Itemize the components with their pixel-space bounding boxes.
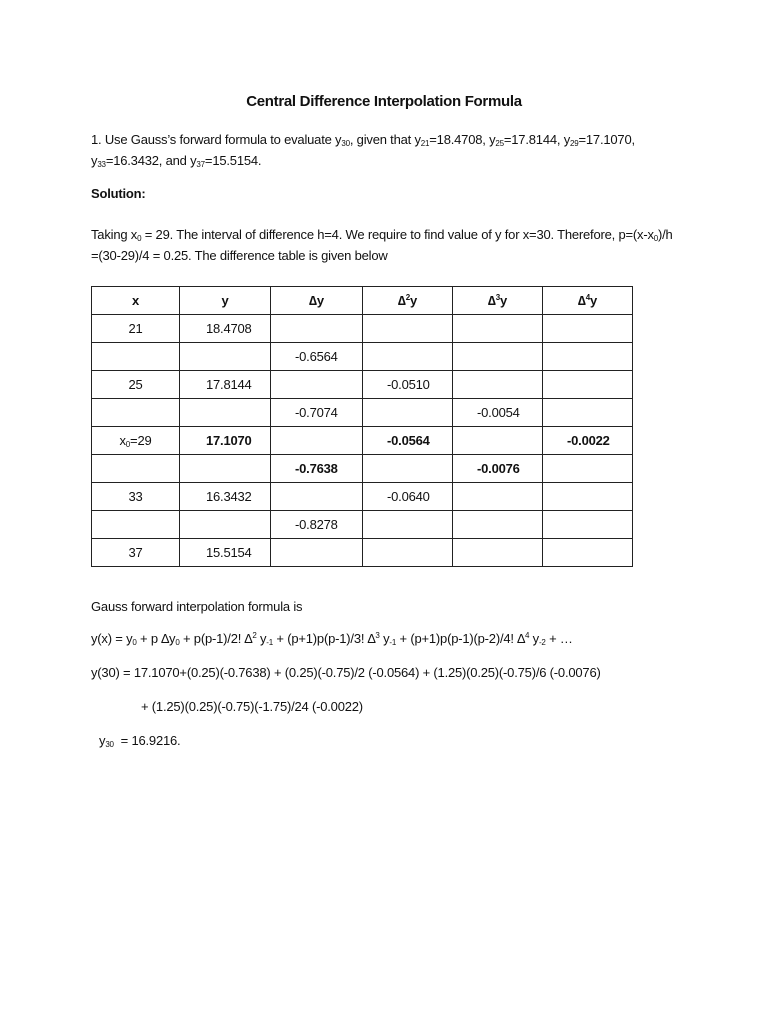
table-row bbox=[92, 399, 633, 427]
cell-d3 bbox=[453, 483, 543, 511]
cell-y bbox=[180, 343, 271, 371]
cell-x: 37 bbox=[92, 539, 180, 567]
cell-x: 33 bbox=[92, 483, 180, 511]
table-header-row bbox=[92, 287, 633, 315]
cell-x bbox=[92, 455, 180, 483]
cell-d2 bbox=[363, 539, 453, 567]
document-title: Central Difference Interpolation Formula bbox=[246, 93, 522, 110]
header-delta2-y: ∆$^2$y bbox=[363, 287, 453, 315]
cell-d4 bbox=[543, 399, 633, 427]
cell-y: 17.8144 bbox=[180, 371, 271, 399]
cell-d2: -0.0640 bbox=[363, 483, 453, 511]
calculation-line-1: y(30) = 17.1070+(0.25)(-0.7638) + (0.25)(-0.75)/2 (-0.0564) + (1.25)(0.25)(-0.75)/6 (-0.0076) bbox=[91, 665, 601, 680]
cell-y: 15.5154 bbox=[180, 539, 271, 567]
header-x: x bbox=[92, 287, 180, 315]
gauss-formula: $y(x) = y_0 + p$ $\Delta y_0 + p(p-1)/2$! ∆$^2$ $y_{-1} + (p+1)p(p-1)/3$! ∆$^3$ $y_{-1} + (p+1)p(p-1)(p-2)/4$! ∆$^4$ $y_{-2}$ + … bbox=[91, 631, 573, 647]
cell-x: 25 bbox=[92, 371, 180, 399]
solution-label: Solution: bbox=[91, 186, 146, 201]
problem-statement: 1. Use Gauss’s forward formula to evaluate $y_{30}$, given that $y_{21}=18.4708$, $y_{25}=17.8144$, $y_{29}=17.1070$, $y_{33}=16.3432$, and $y_{37}=15.5154$. bbox=[91, 132, 635, 169]
cell-x: $x_0=29$ bbox=[92, 427, 180, 455]
cell-d2 bbox=[363, 315, 453, 343]
solution-setup: Taking $x_0 = 29$. The interval of difference h=4. We require to find value of y for x=30. Therefore, $p=(x-x_0)/h$ =(30-29)/4 = 0.25. The difference table is given below bbox=[91, 227, 673, 263]
cell-d3: -0.0054 bbox=[453, 399, 543, 427]
difference-table bbox=[91, 286, 633, 567]
cell-d4: -0.0022 bbox=[543, 427, 633, 455]
cell-d1 bbox=[271, 427, 363, 455]
cell-y bbox=[180, 511, 271, 539]
cell-d4 bbox=[543, 511, 633, 539]
cell-d3: -0.0076 bbox=[453, 455, 543, 483]
cell-d4 bbox=[543, 455, 633, 483]
cell-d1 bbox=[271, 483, 363, 511]
table-row bbox=[92, 343, 633, 371]
cell-y: 18.4708 bbox=[180, 315, 271, 343]
cell-d2 bbox=[363, 399, 453, 427]
table-row bbox=[92, 511, 633, 539]
cell-d4 bbox=[543, 343, 633, 371]
cell-x bbox=[92, 343, 180, 371]
table-row bbox=[92, 427, 633, 455]
table-row bbox=[92, 315, 633, 343]
header-delta3-y: ∆$^3$y bbox=[453, 287, 543, 315]
cell-y: 16.3432 bbox=[180, 483, 271, 511]
cell-d4 bbox=[543, 371, 633, 399]
cell-d3 bbox=[453, 315, 543, 343]
table-row bbox=[92, 483, 633, 511]
cell-d3 bbox=[453, 427, 543, 455]
cell-d2 bbox=[363, 511, 453, 539]
cell-d2: -0.0510 bbox=[363, 371, 453, 399]
cell-x bbox=[92, 399, 180, 427]
cell-d3 bbox=[453, 371, 543, 399]
cell-d1 bbox=[271, 539, 363, 567]
cell-d1 bbox=[271, 315, 363, 343]
gauss-formula-label: Gauss forward interpolation formula is bbox=[91, 599, 303, 614]
final-result: $y_{30} = 16.9216$. bbox=[99, 733, 181, 749]
table-row bbox=[92, 539, 633, 567]
cell-d2 bbox=[363, 343, 453, 371]
cell-d1: -0.7074 bbox=[271, 399, 363, 427]
cell-d2: -0.0564 bbox=[363, 427, 453, 455]
table-row bbox=[92, 371, 633, 399]
table-row bbox=[92, 455, 633, 483]
cell-d1 bbox=[271, 371, 363, 399]
cell-y bbox=[180, 455, 271, 483]
cell-d1: -0.6564 bbox=[271, 343, 363, 371]
cell-d1: -0.7638 bbox=[271, 455, 363, 483]
cell-y bbox=[180, 399, 271, 427]
cell-d1: -0.8278 bbox=[271, 511, 363, 539]
cell-x bbox=[92, 511, 180, 539]
cell-x: 21 bbox=[92, 315, 180, 343]
calculation-line-2: + (1.25)(0.25)(-0.75)(-1.75)/24 (-0.0022) bbox=[141, 699, 363, 714]
cell-d3 bbox=[453, 539, 543, 567]
cell-y: 17.1070 bbox=[180, 427, 271, 455]
header-delta-y: ∆y bbox=[271, 287, 363, 315]
cell-d2 bbox=[363, 455, 453, 483]
cell-d4 bbox=[543, 483, 633, 511]
cell-d3 bbox=[453, 511, 543, 539]
cell-d3 bbox=[453, 343, 543, 371]
cell-d4 bbox=[543, 315, 633, 343]
header-delta4-y: ∆$^4$y bbox=[543, 287, 633, 315]
header-y: y bbox=[180, 287, 271, 315]
cell-d4 bbox=[543, 539, 633, 567]
